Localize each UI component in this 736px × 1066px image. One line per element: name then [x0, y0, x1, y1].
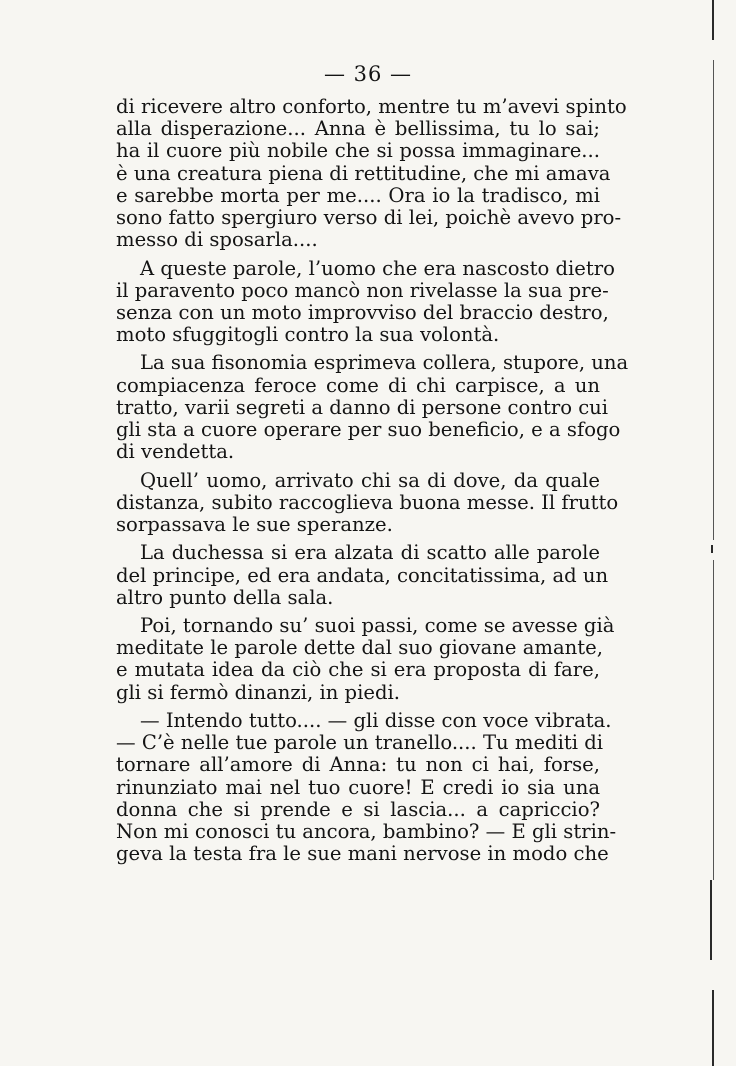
text-line: alla disperazione... Anna è bellissima, tu lo sai;	[116, 117, 600, 141]
page-binding-edge	[710, 0, 716, 1066]
text-line: meditate le parole dette dal suo giovane amante,	[116, 636, 603, 660]
text-line: compiacenza feroce come di chi carpisce, a un	[116, 373, 600, 397]
paragraph	[116, 614, 615, 704]
text-line: sorpassava le sue speranze.	[116, 512, 393, 536]
text-line: geva la testa fra le sue mani nervose in modo che	[116, 842, 609, 866]
text-line: La duchessa si era alzata di scatto alle parole	[140, 541, 600, 565]
edge-segment	[712, 0, 714, 40]
edge-segment	[712, 990, 714, 1066]
text-line: gli si fermò dinanzi, in piedi.	[116, 680, 401, 704]
text-line: altro punto della sala.	[116, 585, 334, 609]
paragraph	[116, 468, 619, 537]
text-line: Quell’ uomo, arrivato chi sa di dove, da quale	[140, 468, 600, 492]
edge-segment	[713, 60, 714, 540]
text-line: di ricevere altro conforto, mentre tu m’avevi spinto	[116, 95, 627, 118]
text-line: — C’è nelle tue parole un tranello.... Tu mediti di	[116, 731, 604, 755]
text-line: La sua fisonomia esprimeva collera, stupore, una	[140, 351, 629, 375]
text-line: tornare all’amore di Anna: tu non ci hai, forse,	[116, 753, 600, 777]
paragraph	[116, 256, 615, 347]
text-line: gli sta a cuore operare per suo beneficio, e a sfogo	[116, 418, 621, 441]
text-line: Poi, tornando su’ suoi passi, come se avesse già	[140, 614, 615, 638]
text-line: e sarebbe morta per me.... Ora io la tradisco, mi	[116, 183, 600, 207]
text-line: è una creatura piena di rettitudine, che mi amava	[116, 161, 611, 185]
text-line: ha il cuore più nobile che si possa immaginare...	[116, 139, 600, 163]
text-line: moto sfuggitogli contro la sua volontà.	[116, 323, 500, 347]
body-text	[116, 95, 629, 872]
text-line: donna che si prende e si lascia... a capriccio?	[116, 797, 600, 821]
paragraph	[116, 351, 629, 464]
edge-segment	[711, 545, 713, 553]
edge-segment	[710, 880, 712, 960]
paragraph	[116, 95, 627, 252]
text-line: A queste parole, l’uomo che era nascosto dietro	[140, 256, 615, 280]
text-line: senza con un moto improvviso del braccio destro,	[116, 300, 609, 324]
edge-segment	[713, 560, 714, 880]
text-line: sono fatto spergiuro verso di lei, poichè avevo pro-	[116, 205, 622, 229]
text-line: di vendetta.	[116, 440, 235, 464]
text-line: — Intendo tutto.... — gli disse con voce vibrata.	[140, 709, 612, 732]
text-line: e mutata idea da ciò che si era proposta di fare,	[116, 658, 600, 682]
text-line: il paravento poco mancò non rivelasse la sua pre-	[116, 278, 609, 302]
text-line: Non mi conosci tu ancora, bambino? — E gli strin-	[116, 819, 617, 843]
text-line: messo di sposarla....	[116, 228, 318, 252]
text-line: distanza, subito raccoglieva buona messe. Il frutto	[116, 490, 619, 514]
text-line: tratto, varii segreti a danno di persone contro cui	[116, 395, 609, 419]
page-number: — 36 —	[323, 62, 413, 86]
paragraph	[116, 709, 617, 866]
text-line: del principe, ed era andata, concitatissima, ad un	[116, 563, 609, 587]
paragraph	[116, 541, 609, 609]
text-line: rinunziato mai nel tuo cuore! E credi io sia una	[116, 775, 600, 799]
